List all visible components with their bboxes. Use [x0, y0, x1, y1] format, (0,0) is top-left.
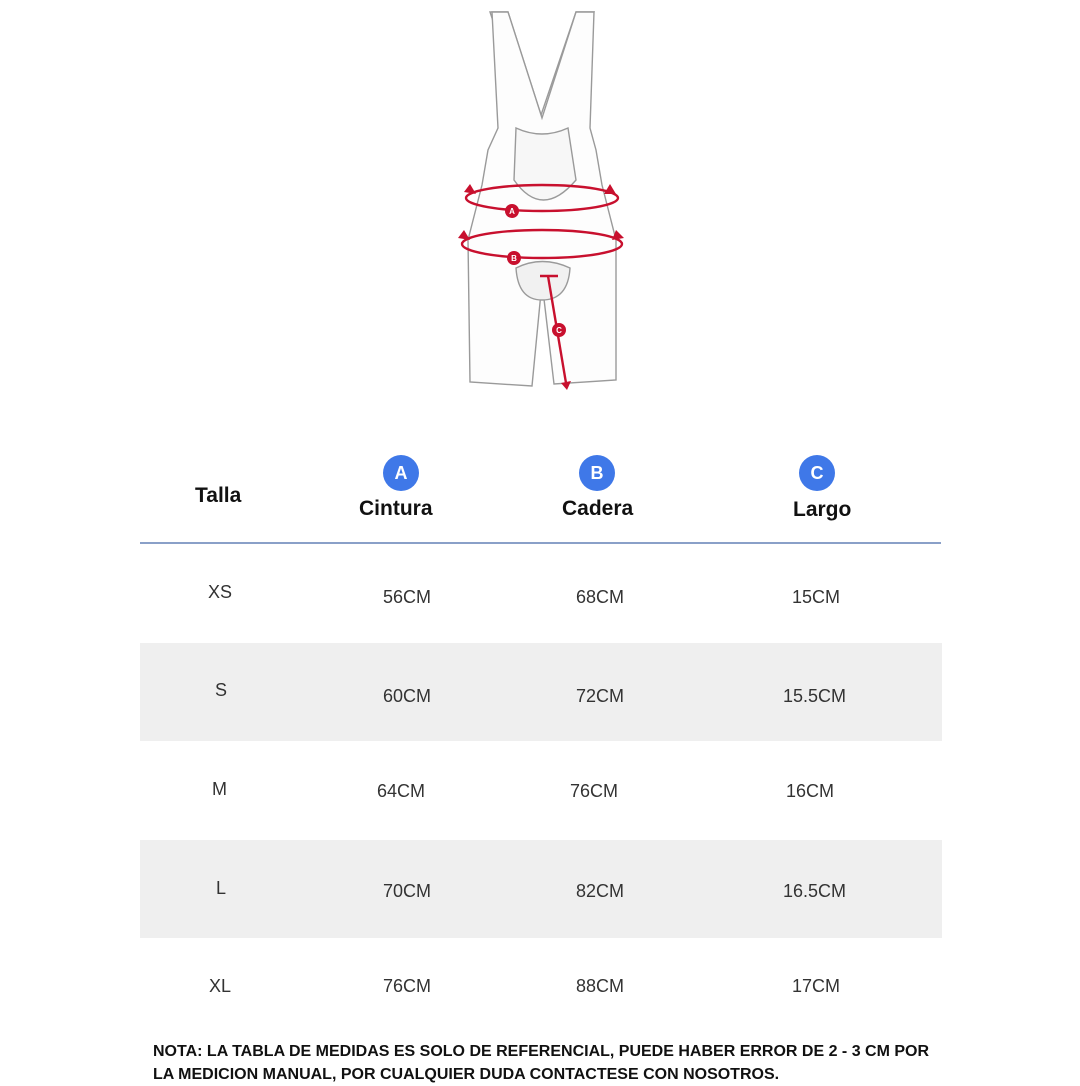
header-cintura: Cintura — [359, 497, 433, 520]
bib-shorts-diagram — [430, 0, 650, 400]
size-cell: XS — [208, 582, 233, 602]
largo-cell: 16.5CM — [783, 881, 847, 901]
table-row-s — [140, 643, 942, 741]
size-cell: S — [215, 680, 228, 700]
header-divider — [140, 542, 941, 544]
diagram-label-b: B — [511, 254, 517, 263]
badge-a: A — [383, 455, 419, 491]
cintura-cell: 56CM — [383, 587, 432, 607]
cintura-cell: 70CM — [383, 881, 432, 901]
cintura-cell: 64CM — [377, 781, 426, 801]
cadera-cell: 88CM — [576, 976, 625, 996]
largo-cell: 17CM — [792, 976, 841, 996]
cadera-cell: 72CM — [576, 686, 625, 706]
badge-b: B — [579, 455, 615, 491]
diagram-label-a: A — [509, 207, 515, 216]
table-row-xs — [140, 546, 942, 644]
header-cadera: Cadera — [562, 497, 634, 520]
disclaimer-note: NOTA: LA TABLA DE MEDIDAS ES SOLO DE REFERENCIAL, PUEDE HABER ERROR DE 2 - 3 CM POR LA MEDICION MANUAL, POR CUALQUIER DUDA CONTACTESE CON NOSOTROS. — [153, 1043, 930, 1083]
table-row-m — [140, 741, 942, 839]
size-cell: L — [216, 878, 227, 898]
largo-cell: 15.5CM — [783, 686, 847, 706]
table-row-l — [140, 840, 942, 938]
cintura-cell: 60CM — [383, 686, 432, 706]
largo-cell: 16CM — [786, 781, 835, 801]
cadera-cell: 76CM — [570, 781, 619, 801]
diagram-label-c: C — [556, 326, 562, 335]
cadera-cell: 68CM — [576, 587, 625, 607]
header-talla: Talla — [195, 484, 242, 507]
cadera-cell: 82CM — [576, 881, 625, 901]
size-cell: XL — [209, 976, 232, 996]
table-row-xl — [140, 938, 942, 1036]
header-largo: Largo — [793, 498, 852, 521]
cintura-cell: 76CM — [383, 976, 432, 996]
largo-cell: 15CM — [792, 587, 841, 607]
size-cell: M — [212, 779, 227, 799]
badge-c: C — [799, 455, 835, 491]
